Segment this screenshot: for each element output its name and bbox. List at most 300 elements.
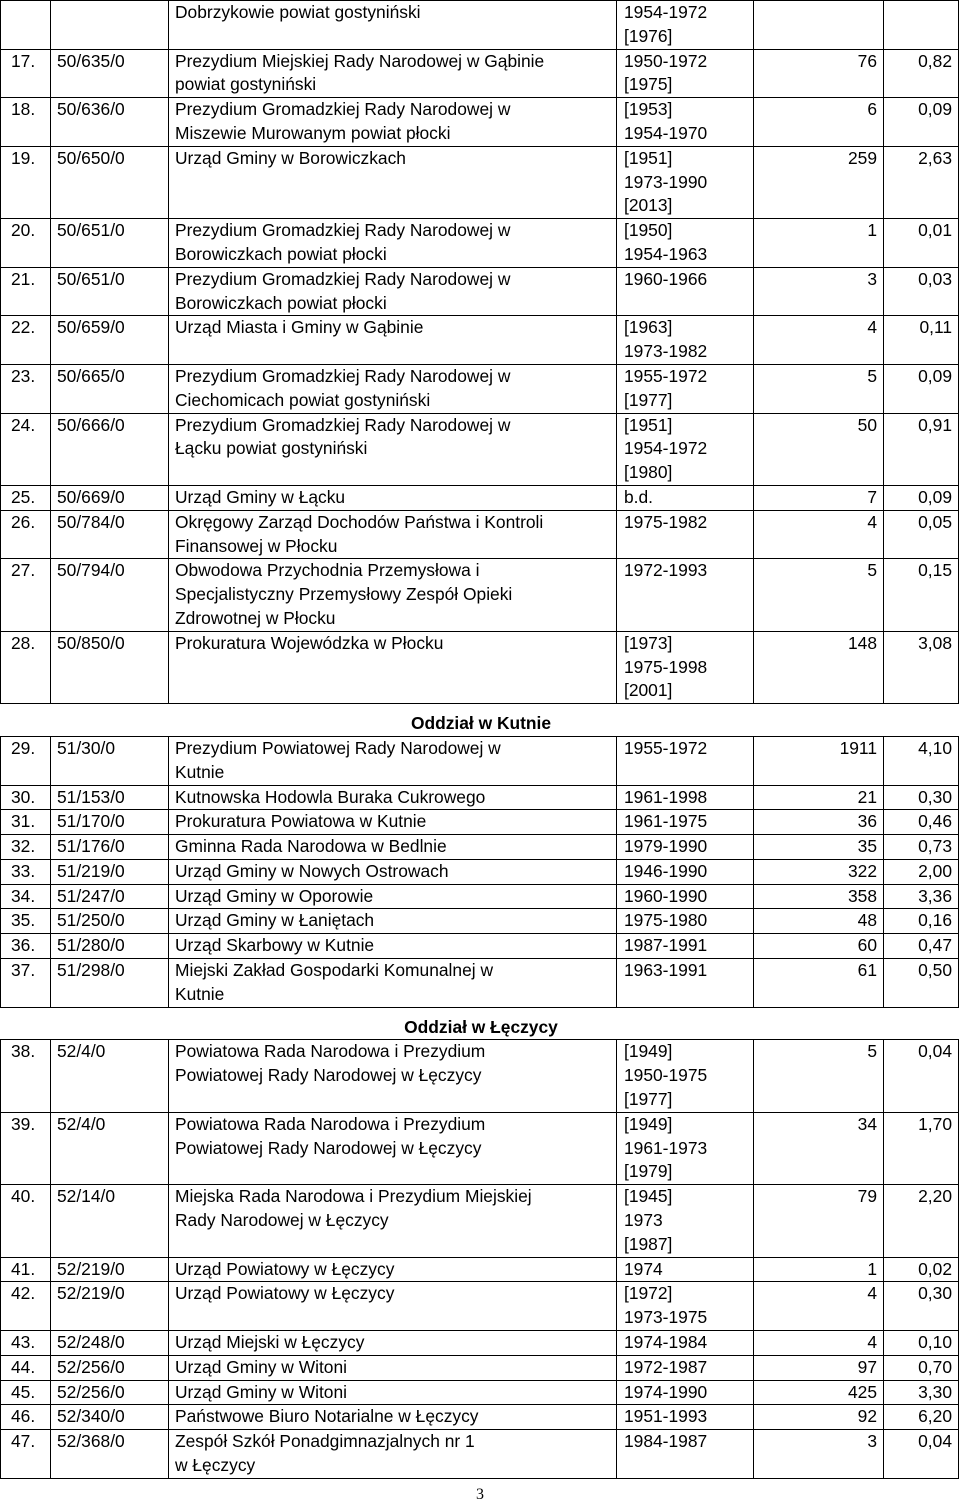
fonds-name-line: Kutnie	[175, 761, 225, 782]
unit-count-cell: 97	[754, 1355, 884, 1380]
fonds-signature-cell: 50/666/0	[51, 413, 169, 485]
row-number-cell: 34.	[1, 884, 51, 909]
row-number-cell: 25.	[1, 485, 51, 510]
fonds-signature-cell: 51/219/0	[51, 859, 169, 884]
row-number-cell: 39.	[1, 1112, 51, 1184]
unit-count-cell: 1	[754, 219, 884, 268]
fonds-name-line: Powiatowej Rady Narodowej w Łęczycy	[175, 1065, 482, 1086]
fonds-name-line: Finansowej w Płocku	[175, 535, 338, 556]
fonds-name-cell	[169, 631, 617, 703]
date-range-cell	[617, 736, 754, 785]
linear-meters-cell: 0,47	[884, 934, 959, 959]
fonds-name-cell	[169, 835, 617, 860]
fonds-name-line: Powiatowa Rada Narodowa i Prezydium	[175, 1041, 486, 1062]
date-range-cell	[617, 1282, 754, 1331]
fonds-name-cell	[169, 1380, 617, 1405]
date-range-line: 1955-1972	[624, 365, 708, 386]
unit-count-cell: 5	[754, 559, 884, 631]
date-range-line: 1972-1987	[624, 1356, 708, 1377]
fonds-name-cell	[169, 98, 617, 147]
fonds-name-line: Urząd Powiatowy w Łęczycy	[175, 1283, 395, 1304]
date-range-cell	[617, 219, 754, 268]
date-range-cell	[617, 785, 754, 810]
linear-meters-cell: 0,03	[884, 267, 959, 316]
fonds-name-line: Miejska Rada Narodowa i Prezydium Miejskiej	[175, 1186, 532, 1207]
table-row	[1, 1185, 959, 1257]
fonds-name-line: Prokuratura Wojewódzka w Płocku	[175, 632, 444, 653]
date-range-line: [1951]	[624, 147, 673, 168]
fonds-signature-cell: 52/256/0	[51, 1355, 169, 1380]
date-range-line: 1954-1963	[624, 243, 708, 264]
table-row	[1, 98, 959, 147]
date-range-line: [1949]	[624, 1041, 673, 1062]
fonds-signature-cell: 51/153/0	[51, 785, 169, 810]
linear-meters-cell: 0,91	[884, 413, 959, 485]
date-range-line: [2013]	[624, 195, 673, 216]
fonds-name-line: Prezydium Gromadzkiej Rady Narodowej w	[175, 220, 511, 241]
date-range-line: 1974-1984	[624, 1332, 708, 1353]
table-row	[1, 959, 959, 1008]
fonds-name-line: Kutnowska Hodowla Buraka Cukrowego	[175, 786, 486, 807]
unit-count-cell: 4	[754, 510, 884, 559]
table-row	[1, 49, 959, 98]
date-range-line: 1961-1998	[624, 786, 708, 807]
table-row	[1, 1405, 959, 1430]
row-number-cell: 33.	[1, 859, 51, 884]
fonds-name-line: Borowiczkach powiat płocki	[175, 292, 387, 313]
unit-count-cell: 322	[754, 859, 884, 884]
fonds-signature-cell	[51, 1, 169, 50]
fonds-name-line: Powiatowej Rady Narodowej w Łęczycy	[175, 1137, 482, 1158]
date-range-line: 1973-1990	[624, 171, 708, 192]
table-row	[1, 510, 959, 559]
fonds-name-line: powiat gostyniński	[175, 74, 317, 95]
fonds-name-line: Kutnie	[175, 983, 225, 1004]
table-row	[1, 1355, 959, 1380]
table-row	[1, 364, 959, 413]
fonds-name-line: Obwodowa Przychodnia Przemysłowa i	[175, 560, 480, 581]
row-number-cell: 32.	[1, 835, 51, 860]
unit-count-cell: 3	[754, 1430, 884, 1479]
unit-count-cell: 1911	[754, 736, 884, 785]
date-range-line: 1973-1982	[624, 341, 708, 362]
fonds-name-cell	[169, 959, 617, 1008]
fonds-signature-cell: 52/256/0	[51, 1380, 169, 1405]
date-range-line: 1984-1987	[624, 1431, 708, 1452]
date-range-cell	[617, 413, 754, 485]
date-range-cell	[617, 364, 754, 413]
fonds-name-line: Zespół Szkół Ponadgimnazjalnych nr 1	[175, 1431, 475, 1452]
linear-meters-cell: 0,04	[884, 1430, 959, 1479]
date-range-cell	[617, 559, 754, 631]
section-heading: Oddział w Kutnie	[1, 704, 959, 737]
fonds-name-line: Zdrowotnej w Płocku	[175, 607, 336, 628]
fonds-name-line: Urząd Gminy w Łaniętach	[175, 910, 375, 931]
fonds-name-line: Okręgowy Zarząd Dochodów Państwa i Kontroli	[175, 511, 544, 532]
fonds-name-cell	[169, 1185, 617, 1257]
unit-count-cell: 34	[754, 1112, 884, 1184]
unit-count-cell: 7	[754, 485, 884, 510]
unit-count-cell: 21	[754, 785, 884, 810]
fonds-signature-cell: 50/669/0	[51, 485, 169, 510]
date-range-cell	[617, 1112, 754, 1184]
table-row	[1, 146, 959, 218]
fonds-signature-cell: 51/250/0	[51, 909, 169, 934]
fonds-name-line: Borowiczkach powiat płocki	[175, 243, 387, 264]
date-range-cell	[617, 1405, 754, 1430]
fonds-name-cell	[169, 485, 617, 510]
unit-count-cell: 259	[754, 146, 884, 218]
unit-count-cell: 76	[754, 49, 884, 98]
date-range-line: [2001]	[624, 680, 673, 701]
fonds-signature-cell: 50/650/0	[51, 146, 169, 218]
table-row	[1, 1112, 959, 1184]
fonds-signature-cell: 51/30/0	[51, 736, 169, 785]
date-range-line: [1987]	[624, 1233, 673, 1254]
table-row	[1, 1257, 959, 1282]
date-range-line: 1950-1975	[624, 1065, 708, 1086]
date-range-line: 1974	[624, 1258, 663, 1279]
row-number-cell: 42.	[1, 1282, 51, 1331]
fonds-signature-cell: 50/850/0	[51, 631, 169, 703]
unit-count-cell: 36	[754, 810, 884, 835]
date-range-line: [1976]	[624, 25, 673, 46]
fonds-name-cell	[169, 810, 617, 835]
fonds-signature-cell: 52/219/0	[51, 1282, 169, 1331]
fonds-table-body	[1, 1, 959, 1479]
fonds-name-line: Łącku powiat gostyniński	[175, 438, 368, 459]
fonds-signature-cell: 51/280/0	[51, 934, 169, 959]
fonds-signature-cell: 51/170/0	[51, 810, 169, 835]
row-number-cell: 45.	[1, 1380, 51, 1405]
fonds-name-cell	[169, 267, 617, 316]
unit-count-cell: 48	[754, 909, 884, 934]
date-range-cell	[617, 1185, 754, 1257]
date-range-line: 1960-1966	[624, 268, 708, 289]
date-range-line: 1961-1973	[624, 1137, 708, 1158]
fonds-name-line: Urząd Powiatowy w Łęczycy	[175, 1258, 395, 1279]
row-number-cell: 22.	[1, 316, 51, 365]
table-row	[1, 267, 959, 316]
fonds-name-cell	[169, 909, 617, 934]
date-range-line: [1945]	[624, 1186, 673, 1207]
table-row	[1, 219, 959, 268]
fonds-signature-cell: 52/219/0	[51, 1257, 169, 1282]
fonds-signature-cell: 51/247/0	[51, 884, 169, 909]
fonds-signature-cell: 51/176/0	[51, 835, 169, 860]
row-number-cell: 35.	[1, 909, 51, 934]
date-range-cell	[617, 1430, 754, 1479]
fonds-name-line: Rady Narodowej w Łęczycy	[175, 1210, 389, 1231]
table-row	[1, 736, 959, 785]
linear-meters-cell: 1,70	[884, 1112, 959, 1184]
table-row	[1, 485, 959, 510]
fonds-signature-cell: 50/651/0	[51, 267, 169, 316]
date-range-line: [1963]	[624, 317, 673, 338]
fonds-name-line: Prezydium Powiatowej Rady Narodowej w	[175, 737, 501, 758]
fonds-name-cell	[169, 1112, 617, 1184]
date-range-line: 1963-1991	[624, 960, 708, 981]
row-number-cell: 23.	[1, 364, 51, 413]
row-number-cell: 27.	[1, 559, 51, 631]
fonds-name-cell	[169, 1, 617, 50]
date-range-line: [1980]	[624, 462, 673, 483]
fonds-name-line: Urząd Miasta i Gminy w Gąbinie	[175, 317, 424, 338]
linear-meters-cell: 3,30	[884, 1380, 959, 1405]
fonds-signature-cell: 50/635/0	[51, 49, 169, 98]
fonds-signature-cell: 52/248/0	[51, 1331, 169, 1356]
fonds-name-cell	[169, 934, 617, 959]
row-number-cell: 21.	[1, 267, 51, 316]
row-number-cell: 36.	[1, 934, 51, 959]
unit-count-cell: 60	[754, 934, 884, 959]
linear-meters-cell: 0,11	[884, 316, 959, 365]
linear-meters-cell: 0,73	[884, 835, 959, 860]
date-range-line: [1979]	[624, 1161, 673, 1182]
date-range-cell	[617, 1380, 754, 1405]
date-range-cell	[617, 959, 754, 1008]
date-range-line: 1951-1993	[624, 1406, 708, 1427]
unit-count-cell: 4	[754, 316, 884, 365]
fonds-name-cell	[169, 1430, 617, 1479]
unit-count-cell: 5	[754, 1040, 884, 1112]
table-row	[1, 1380, 959, 1405]
date-range-cell	[617, 316, 754, 365]
unit-count-cell: 5	[754, 364, 884, 413]
row-number-cell: 47.	[1, 1430, 51, 1479]
fonds-name-line: Prezydium Gromadzkiej Rady Narodowej w	[175, 414, 511, 435]
linear-meters-cell: 0,10	[884, 1331, 959, 1356]
fonds-signature-cell: 50/665/0	[51, 364, 169, 413]
linear-meters-cell: 0,46	[884, 810, 959, 835]
fonds-name-line: w Łęczycy	[175, 1455, 256, 1476]
table-row	[1, 909, 959, 934]
fonds-name-cell	[169, 413, 617, 485]
table-row	[1, 1040, 959, 1112]
fonds-name-cell	[169, 1257, 617, 1282]
unit-count-cell: 35	[754, 835, 884, 860]
fonds-name-line: Urząd Gminy w Nowych Ostrowach	[175, 860, 449, 881]
fonds-signature-cell: 50/651/0	[51, 219, 169, 268]
table-row	[1, 559, 959, 631]
fonds-signature-cell: 52/340/0	[51, 1405, 169, 1430]
row-number-cell: 38.	[1, 1040, 51, 1112]
date-range-cell	[617, 859, 754, 884]
unit-count-cell: 1	[754, 1257, 884, 1282]
date-range-line: [1951]	[624, 414, 673, 435]
linear-meters-cell	[884, 1, 959, 50]
fonds-name-line: Urząd Gminy w Borowiczkach	[175, 147, 406, 168]
date-range-line: b.d.	[624, 486, 654, 507]
fonds-signature-cell: 50/784/0	[51, 510, 169, 559]
fonds-signature-cell: 50/659/0	[51, 316, 169, 365]
row-number-cell	[1, 1, 51, 50]
date-range-cell	[617, 1331, 754, 1356]
date-range-line: [1973]	[624, 632, 673, 653]
date-range-cell	[617, 146, 754, 218]
fonds-name-cell	[169, 316, 617, 365]
date-range-line: 1961-1975	[624, 811, 708, 832]
row-number-cell: 20.	[1, 219, 51, 268]
fonds-name-cell	[169, 364, 617, 413]
date-range-line: 1973	[624, 1210, 663, 1231]
linear-meters-cell: 0,01	[884, 219, 959, 268]
fonds-name-cell	[169, 510, 617, 559]
fonds-name-cell	[169, 884, 617, 909]
date-range-line: 1975-1982	[624, 511, 708, 532]
date-range-cell	[617, 510, 754, 559]
unit-count-cell: 425	[754, 1380, 884, 1405]
date-range-line: 1950-1972	[624, 50, 708, 71]
unit-count-cell: 3	[754, 267, 884, 316]
fonds-name-line: Prezydium Gromadzkiej Rady Narodowej w	[175, 268, 511, 289]
fonds-name-cell	[169, 736, 617, 785]
unit-count-cell: 61	[754, 959, 884, 1008]
date-range-cell	[617, 1, 754, 50]
table-row	[1, 1331, 959, 1356]
fonds-name-line: Urząd Skarbowy w Kutnie	[175, 935, 375, 956]
date-range-line: 1946-1990	[624, 860, 708, 881]
fonds-name-line: Dobrzykowie powiat gostyniński	[175, 2, 421, 22]
date-range-line: 1954-1970	[624, 122, 708, 143]
date-range-cell	[617, 1355, 754, 1380]
linear-meters-cell: 0,16	[884, 909, 959, 934]
unit-count-cell: 4	[754, 1331, 884, 1356]
date-range-cell	[617, 1040, 754, 1112]
fonds-name-cell	[169, 859, 617, 884]
linear-meters-cell: 6,20	[884, 1405, 959, 1430]
fonds-name-cell	[169, 559, 617, 631]
date-range-line: 1972-1993	[624, 560, 708, 581]
date-range-line: 1954-1972	[624, 438, 708, 459]
row-number-cell: 30.	[1, 785, 51, 810]
table-row	[1, 413, 959, 485]
unit-count-cell: 6	[754, 98, 884, 147]
fonds-signature-cell: 52/4/0	[51, 1112, 169, 1184]
row-number-cell: 40.	[1, 1185, 51, 1257]
date-range-line: [1949]	[624, 1113, 673, 1134]
unit-count-cell	[754, 1, 884, 50]
row-number-cell: 37.	[1, 959, 51, 1008]
date-range-line: [1975]	[624, 74, 673, 95]
unit-count-cell: 92	[754, 1405, 884, 1430]
linear-meters-cell: 0,02	[884, 1257, 959, 1282]
section-heading-row	[1, 1007, 959, 1040]
row-number-cell: 24.	[1, 413, 51, 485]
row-number-cell: 41.	[1, 1257, 51, 1282]
date-range-line: [1950]	[624, 220, 673, 241]
table-row	[1, 884, 959, 909]
table-row	[1, 785, 959, 810]
linear-meters-cell: 2,20	[884, 1185, 959, 1257]
row-number-cell: 18.	[1, 98, 51, 147]
fonds-name-line: Gminna Rada Narodowa w Bedlnie	[175, 836, 447, 857]
table-row	[1, 631, 959, 703]
linear-meters-cell: 0,15	[884, 559, 959, 631]
row-number-cell: 29.	[1, 736, 51, 785]
fonds-name-cell	[169, 219, 617, 268]
fonds-name-cell	[169, 1040, 617, 1112]
row-number-cell: 44.	[1, 1355, 51, 1380]
date-range-cell	[617, 485, 754, 510]
fonds-name-cell	[169, 146, 617, 218]
fonds-name-line: Miejski Zakład Gospodarki Komunalnej w	[175, 960, 493, 981]
fonds-signature-cell: 50/794/0	[51, 559, 169, 631]
row-number-cell: 43.	[1, 1331, 51, 1356]
fonds-name-cell	[169, 1282, 617, 1331]
page-number: 3	[476, 1486, 484, 1503]
table-row	[1, 316, 959, 365]
fonds-name-line: Specjalistyczny Przemysłowy Zespół Opieki	[175, 584, 513, 605]
date-range-line: 1973-1975	[624, 1307, 708, 1328]
table-row	[1, 1430, 959, 1479]
date-range-line: 1975-1980	[624, 910, 708, 931]
fonds-name-line: Ciechomicach powiat gostyniński	[175, 389, 431, 410]
linear-meters-cell: 0,82	[884, 49, 959, 98]
table-row	[1, 835, 959, 860]
fonds-name-line: Miszewie Murowanym powiat płocki	[175, 122, 451, 143]
date-range-line: 1960-1990	[624, 885, 708, 906]
date-range-line: 1974-1990	[624, 1381, 708, 1402]
fonds-signature-cell: 51/298/0	[51, 959, 169, 1008]
linear-meters-cell: 4,10	[884, 736, 959, 785]
linear-meters-cell: 3,08	[884, 631, 959, 703]
fonds-name-line: Urząd Gminy w Oporowie	[175, 885, 374, 906]
row-number-cell: 28.	[1, 631, 51, 703]
fonds-name-cell	[169, 1331, 617, 1356]
date-range-cell	[617, 934, 754, 959]
unit-count-cell: 50	[754, 413, 884, 485]
date-range-line: 1987-1991	[624, 935, 708, 956]
fonds-signature-cell: 52/4/0	[51, 1040, 169, 1112]
linear-meters-cell: 2,63	[884, 146, 959, 218]
fonds-name-line: Prezydium Gromadzkiej Rady Narodowej w	[175, 365, 511, 386]
linear-meters-cell: 0,30	[884, 1282, 959, 1331]
section-heading-row	[1, 704, 959, 737]
linear-meters-cell: 0,50	[884, 959, 959, 1008]
fonds-name-line: Urząd Gminy w Łącku	[175, 486, 346, 507]
table-row	[1, 1282, 959, 1331]
unit-count-cell: 4	[754, 1282, 884, 1331]
date-range-cell	[617, 884, 754, 909]
linear-meters-cell: 0,04	[884, 1040, 959, 1112]
linear-meters-cell: 0,09	[884, 485, 959, 510]
date-range-cell	[617, 810, 754, 835]
fonds-name-line: Urząd Gminy w Witoni	[175, 1356, 348, 1377]
row-number-cell: 19.	[1, 146, 51, 218]
table-row	[1, 859, 959, 884]
fonds-name-line: Prokuratura Powiatowa w Kutnie	[175, 811, 427, 832]
linear-meters-cell: 3,36	[884, 884, 959, 909]
row-number-cell: 31.	[1, 810, 51, 835]
table-row	[1, 810, 959, 835]
unit-count-cell: 79	[754, 1185, 884, 1257]
fonds-name-cell	[169, 1355, 617, 1380]
date-range-line: [1972]	[624, 1283, 673, 1304]
date-range-line: 1955-1972	[624, 737, 708, 758]
fonds-name-line: Urząd Gminy w Witoni	[175, 1381, 348, 1402]
date-range-cell	[617, 631, 754, 703]
fonds-name-cell	[169, 785, 617, 810]
date-range-line: 1975-1998	[624, 656, 708, 677]
table-row	[1, 1, 959, 50]
linear-meters-cell: 2,00	[884, 859, 959, 884]
linear-meters-cell: 0,30	[884, 785, 959, 810]
fonds-name-line: Prezydium Gromadzkiej Rady Narodowej w	[175, 99, 511, 120]
linear-meters-cell: 0,09	[884, 98, 959, 147]
linear-meters-cell: 0,09	[884, 364, 959, 413]
fonds-signature-cell: 50/636/0	[51, 98, 169, 147]
